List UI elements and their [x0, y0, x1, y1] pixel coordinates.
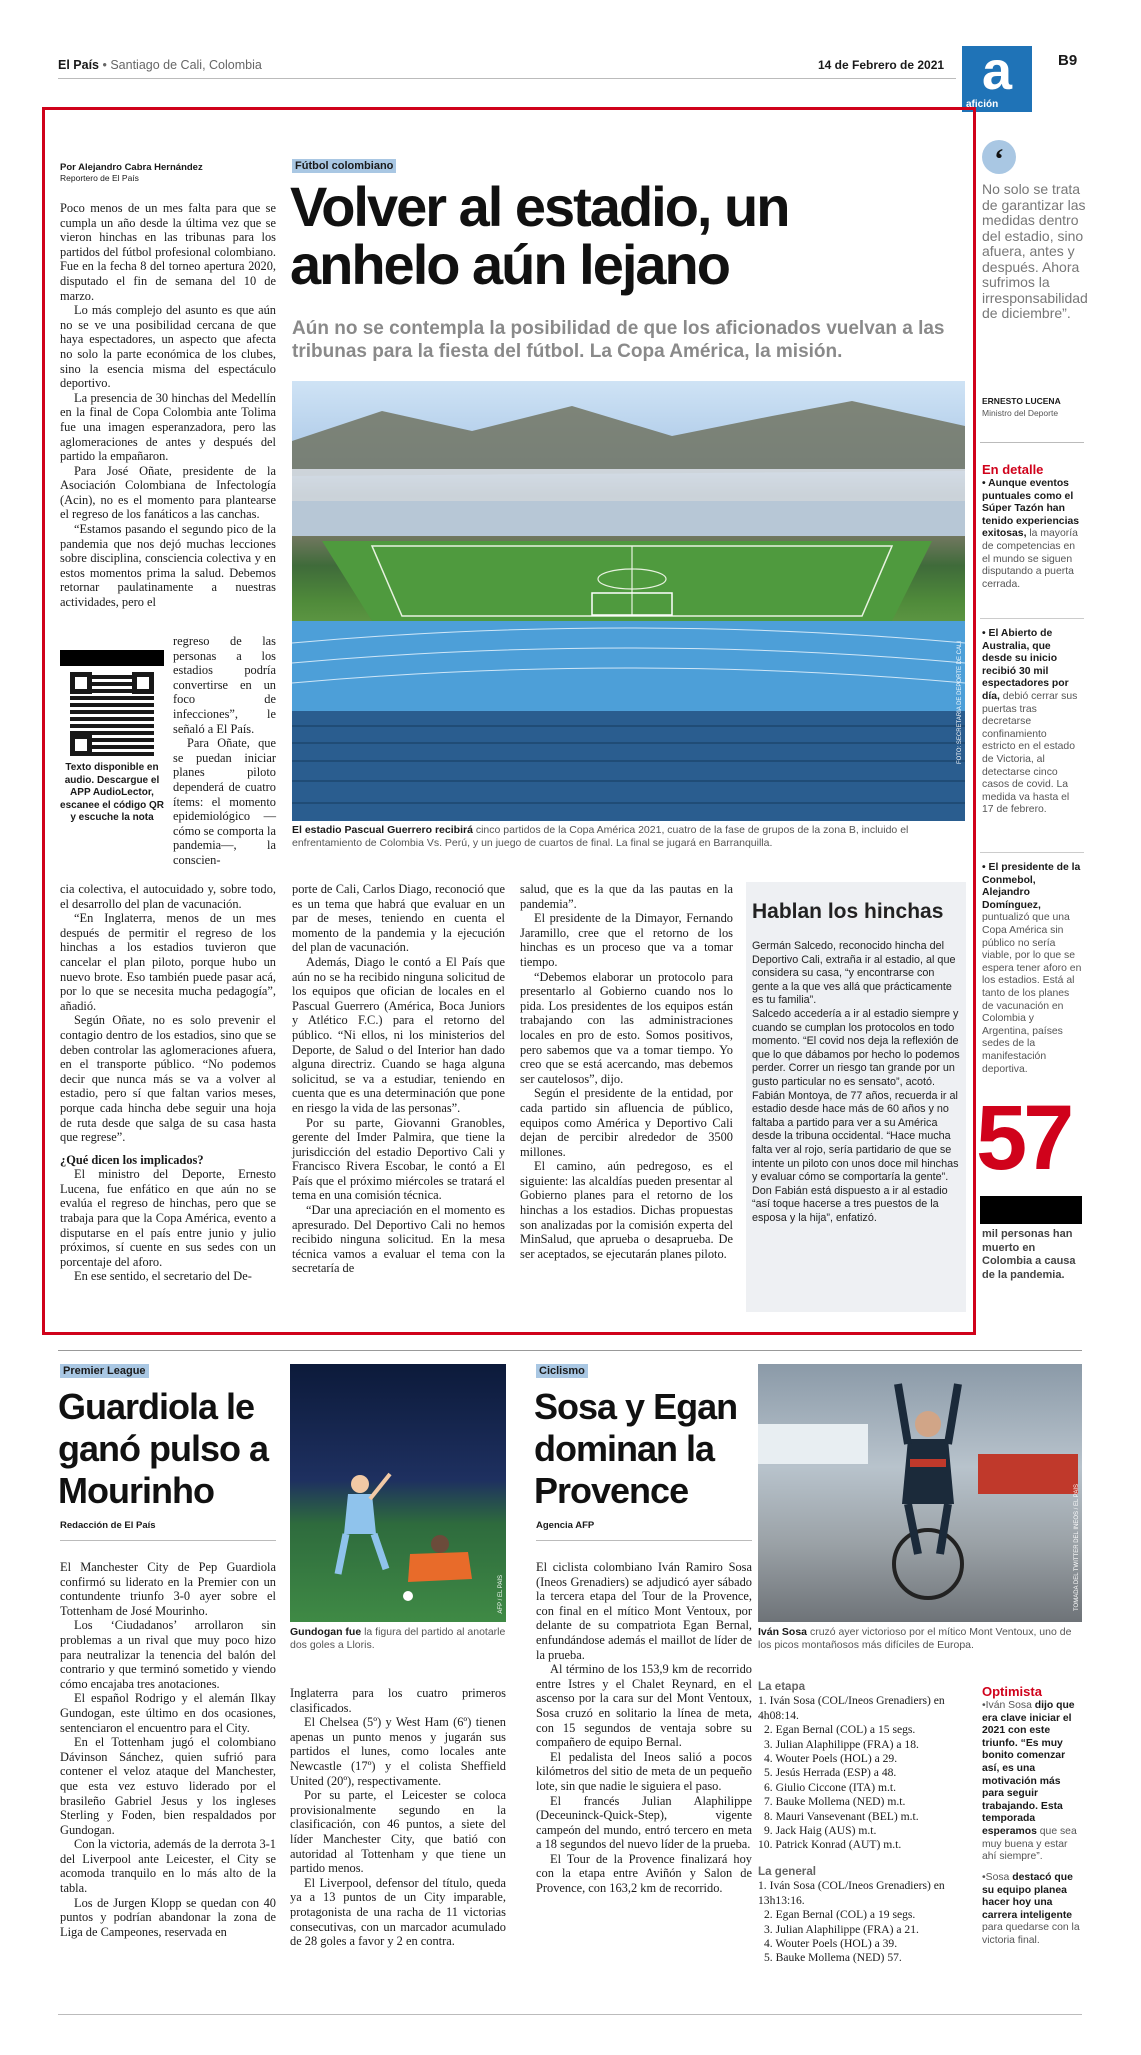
article-column-1-narrow [173, 634, 276, 868]
fans-box-title: Hablan los hinchas [752, 900, 944, 923]
paragraph: cia colectiva, el autocuidado y, sobre todo, el desarrollo del plan de vacunación. [60, 882, 276, 911]
quote-author: ERNESTO LUCENA [982, 396, 1061, 406]
stat-bar [980, 1196, 1082, 1224]
side-1-lead: •Iván Sosa [982, 1700, 1032, 1711]
stage-row: 6. Giulio Ciccone (ITA) m.t. [764, 1780, 897, 1794]
paragraph: El francés Julian Alaphilippe (Deceuninck-Quick-Step), vigente campeón del mundo, entró tercero en meta a 18 segundos del nuevo líder de la prueba. [536, 1793, 752, 1852]
paragraph: Al término de los 153,9 km de recorrido entre Istres y el Chalet Reynard, en el ascenso por la cara sur del Mont Ventoux, Sosa cruzó en solitario la línea de meta, con 15 segundos de ventaja sobre su compañero de equipo Bernal. [536, 1662, 752, 1750]
side-1: que sea muy buena y estar ahí siempre”. [982, 1825, 1077, 1863]
byline: Agencia AFP [536, 1520, 595, 1531]
quote-role: Ministro del Deporte [982, 408, 1059, 418]
paragraph: El ministro del Deporte, Ernesto Lucena, fue enfático en que aún no se evalúa el regreso de hinchas, pero que se trabaja para que la Copa América, evento a disputarse en el país entre junio y julio próximos, sí cuente en sus sedes con un porcentaje del aforo. [60, 1167, 276, 1269]
paragraph: “Dar una apreciación en el momento es apresurado. Del Deportivo Cali no hemos recibido ninguna solicitud. En la mesa técnica vamos a evaluar el tema con la secretaría de [292, 1203, 505, 1276]
stat-number: 57 [976, 1087, 1071, 1189]
stage-row: 10. Patrick Konrad (AUT) m.t. [758, 1838, 902, 1852]
stage-row: 4. Wouter Poels (HOL) a 29. [764, 1752, 898, 1766]
subheadline: Aún no se contempla la posibilidad de que los aficionados vuelvan a las tribunas para la fiesta del fútbol. La Copa América, la misión. [292, 318, 945, 362]
side-2-lead: •Sosa [982, 1872, 1010, 1883]
fans-paragraph: Don Fabián está dispuesto a ir al estadio “así toque hacerse a tres puestos de la esposa y la hija”, enfatizó. [752, 1184, 948, 1224]
detail-1-bold: • Aunque eventos puntuales como el Súper Tazón han tenido experiencias exitosas, [982, 478, 1080, 540]
section-letter: a [981, 41, 1013, 101]
detail-3-bold: • El presidente de la Conmebol, Alejandro Domínguez, [982, 862, 1081, 911]
paragraph: El ciclista colombiano Iván Ramiro Sosa (Ineos Grenadiers) se adjudicó ayer sábado la tercera etapa del Tour de la Provence, con final en el mítico Mont Ventoux, por delante de su compatriota Egan Bernal, enfundándose además el maillot de líder de la prueba. [536, 1560, 752, 1662]
headline: Volver al estadio, un anhelo aún lejano [290, 175, 789, 296]
subheading: ¿Qué dicen los implicados? [60, 1152, 204, 1167]
guardiola-column-2 [290, 1686, 506, 1949]
paragraph: Los ‘Ciudadanos’ arrollaron sin problemas a un rival que muy poco hizo para neutralizar la tenencia del balón del contrario y que terminó sometido y viendo cómo encajaba tres anotaciones. [60, 1618, 276, 1691]
paragraph: Poco menos de un mes falta para que se cumpla un año desde la última vez que se vieron hinchas en las tribunas para los partidos del fútbol profesional colombiano. Fue en la fecha 8 del torneo apertura 2020, disputado el fin de semana del 10 de marzo. [60, 201, 276, 303]
cyclist-photo [758, 1364, 1082, 1622]
stadium-photo [292, 381, 965, 821]
qr-text: Texto disponible en audio. Descargue el APP AudioLector, escanee el código QR y escuche la nota [60, 762, 164, 823]
paragraph: Además, Diago le contó a El País que aún no se ha recibido ninguna solicitud de los equipos que ofician de locales en el Pascual Guerrero (América, Boca Juniors y Atlético F.C.) para el retorno del público. “Ni ellos, ni los ministerios del Deporte, de Salud o del Interior han dado alguna directriz. Cuando se haga alguna solicitud, se va a estudiar, teniendo en cuenta que es una determinación que pone en riesgo la vida de las personas”. [292, 954, 505, 1115]
cyclist-illustration [758, 1364, 1082, 1622]
byline-role: Reportero de El País [60, 173, 139, 183]
section-tag: Premier League [60, 1364, 149, 1378]
stage-results [758, 1680, 974, 1966]
paragraph: “En Inglaterra, menos de un mes después de permitir el regreso de los hinchas a los estadios tuvieron que cancelar el plan piloto, porque hubo un nuevo brote. Eso también puede pasar acá, por lo que se necesita mucha pedagogía”, añadió. [60, 911, 276, 1013]
byline: Redacción de El País [60, 1520, 156, 1531]
paragraph: El camino, aún pedregoso, es el siguiente: las alcaldías pueden presentar al Gobierno planes para el retorno de los hinchas a los estadios. Dichas propuestas son analizadas por la comisión experta del MinSalud, que aprueba o desaprueba. De ser aceptados, se ejecutarán planes piloto. [520, 1159, 733, 1261]
issue-date: 14 de Febrero de 2021 [818, 58, 945, 72]
stadium-illustration [292, 381, 965, 821]
article-column-1 [60, 201, 276, 610]
stage-row: 9. Jack Haig (AUS) m.t. [764, 1824, 877, 1838]
stage-row: 7. Bauke Mollema (NED) m.t. [764, 1795, 906, 1809]
paragraph: “Estamos pasando el segundo pico de la pandemia que nos dejó muchas lecciones sobre disciplina, consciencia colectiva y en estos momentos prima la salud. Debemos retornar paulatinamente a nuestras actividades, pero el [60, 522, 276, 610]
paragraph: Lo más complejo del asunto es que aún no se ve una posibilidad cercana de que haya espectadores, un aspecto que afecta no solo la parte económica de los clubes, sino la esencia misma del espectáculo deportivo. [60, 303, 276, 391]
photo-caption: la figura del partido al anotarle dos goles a Lloris. [290, 1626, 506, 1651]
sosa-column-1 [536, 1560, 752, 1896]
paragraph: La presencia de 30 hinchas del Medellín en la final de Copa Colombia ante Tolima fue una imagen esperanzadora, pero las aglomeraciones de antes y después del partido la empañaron. [60, 390, 276, 464]
article-column-2 [292, 882, 505, 1276]
paragraph: Según el presidente de la entidad, por cada partido sin afluencia de público, equipos como América y Deportivo Cali dejan de percibir alrededor de 3500 millones. [520, 1086, 733, 1159]
detail-1: la mayoría de competencias en el mundo se siguen disputando a puerta cerrada. [982, 528, 1078, 590]
detail-3: puntualizó que una Copa América sin público no sería viable, por lo que se espera tener aforo en los estadios. Está al tanto de los planes de vacunación en Colombia y Argentina, países sedes de la manifestación deportiva. [982, 912, 1082, 1075]
photo-caption: cruzó ayer victorioso por el mítico Mont Ventoux, uno de los picos montañosos más difíciles de Europa. [758, 1626, 1072, 1651]
stage-row: 8. Mauri Vansevenant (BEL) m.t. [764, 1809, 919, 1823]
paragraph: El Chelsea (5º) y West Ham (6º) tienen apenas un punto menos y jugarán sus partidos el lunes, como locales ante Newcastle (17º) y el colista Sheffield United (20º), respectivamente. [290, 1715, 506, 1788]
photo-caption-bold: Gundogan fue [290, 1626, 362, 1638]
general-title: La general [758, 1864, 816, 1878]
stage-row: 5. Jesús Herrada (ESP) a 48. [764, 1766, 897, 1780]
paragraph: El Liverpool, defensor del título, queda ya a 13 puntos de un City imparable, protagonista de una racha de 11 victorias consecutivas, con un marcador acumulado de 28 goles a favor y 2 en contra. [290, 1875, 506, 1949]
paragraph: regreso de las personas a los estadios podría convertirse en un foco de infecciones”, le señaló a El País. [173, 634, 276, 736]
byline: Por Alejandro Cabra Hernández [60, 162, 203, 173]
fans-box [746, 882, 966, 1312]
general-row: 1. Iván Sosa (COL/Ineos Grenadiers) en 13h13:16. [758, 1879, 945, 1907]
paragraph: El presidente de la Dimayor, Fernando Jaramillo, cree que el retorno de los hinchas es un proceso que va a tomar tiempo. [520, 911, 733, 969]
stage-row: 2. Egan Bernal (COL) a 15 segs. [764, 1723, 916, 1737]
guardiola-column-1 [60, 1560, 276, 1939]
photo-caption: cinco partidos de la Copa América 2021, cuatro de la fase de grupos de la zona B, incluido el enfrentamiento de Colombia Vs. Perú, y un juego de cuartos de final. La final se jugará en Barranquilla. [292, 824, 909, 849]
stat-text: mil personas han muerto en Colombia a causa de la pandemia. [982, 1228, 1076, 1281]
article-column-1-bottom [60, 882, 276, 1284]
side-2: para quedarse con la victoria final. [982, 1922, 1080, 1946]
paragraph: Según Oñate, no es solo prevenir el contagio dentro de los estadios, sino que se deben controlar las aglomeraciones afuera, en el transporte público. “No podemos decir que nunca más se va a volver al estadio, pero sí que faltan varios meses, porque cada hincha debe seguir una hoja de ruta desde que salga de su casa hasta que regrese”. [60, 1013, 276, 1145]
paragraph: Por su parte, Giovanni Granobles, gerente del Imder Palmira, que tiene la jurisdicción del estadio Deportivo Cali y Francisco Rivera Escobar, le contó a El País que el próximo miércoles se tratará el tema en una comisión técnica. [292, 1115, 505, 1203]
photo-caption-bold: Iván Sosa [758, 1626, 808, 1638]
section-tag: Ciclismo [536, 1364, 588, 1378]
qr-code[interactable] [70, 672, 154, 756]
paragraph: En el Tottenham jugó el colombiano Dávinson Sánchez, quien sufrió para contener el veloz ataque del Manchester, que esta vez estuvo liderado por el brasileño Gabriel Jesus y los ingleses Sterling y Foden, bien respaldados por Gundogan. [60, 1735, 276, 1837]
football-photo [290, 1364, 506, 1622]
paragraph: El español Rodrigo y el alemán Ilkay Gundogan, este último en dos ocasiones, sentenciaron el encuentro para el City. [60, 1691, 276, 1735]
photo-credit: TOMADA DEL TWITTER DEL INEOS / EL PAÍS [1074, 1484, 1080, 1612]
stage-row: 1. Iván Sosa (COL/Ineos Grenadiers) en 4h08:14. [758, 1694, 945, 1722]
paragraph: El Tour de la Provence finalizará hoy con la etapa entre Aviñón y Salon de Provence, con 163,2 km de recorrido. [536, 1851, 752, 1896]
qr-block [60, 650, 164, 825]
side-1-bold: dijo que era clave iniciar el 2021 con este triunfo. “Es muy bonito comenzar así, es una motivación más para seguir trabajando. Esta temporada esperamos [982, 1700, 1075, 1837]
detail-2: debió cerrar sus puertas tras decretarse confinamiento estricto en el estado de Victoria, al detectarse cinco casos de covid. La medida va hasta el 17 de febrero. [982, 690, 1078, 816]
football-illustration [290, 1364, 506, 1622]
fans-paragraph: Salcedo accedería a ir al estadio siempre y cuando se cumplan los protocolos en todo momento. “El covid nos deja la reflexión de que lo que dábamos por hecho lo podemos perder. Correr un riesgo tan grande por un gusto particular no es sensato”, acotó. [752, 1007, 960, 1088]
paragraph: En ese sentido, el secretario del De- [74, 1269, 252, 1284]
stage-title: La etapa [758, 1680, 806, 1693]
general-row: 4. Wouter Poels (HOL) a 39. [764, 1936, 898, 1950]
paragraph: porte de Cali, Carlos Diago, reconoció que es un tema que habrá que evaluar en un par de meses, teniendo en cuenta el momento de la pandemia y la ejecución del plan de vacunación. [292, 882, 505, 955]
headline: Guardiola le ganó pulso a Mourinho [58, 1386, 269, 1511]
paragraph: Inglaterra para los cuatro primeros clasificados. [290, 1686, 506, 1715]
paragraph: Para José Oñate, presidente de la Asociación Colombiana de Infectología (Acin), no es el momento para plantearse el regreso de los fanáticos a las canchas. [60, 463, 276, 522]
detail-2-bold: • El Abierto de Australia, que desde su inicio recibió 30 mil espectadores por día, [982, 628, 1069, 702]
paragraph: Con la victoria, además de la derrota 3-1 del Liverpool ante Leicester, el City se acomoda tranquilo en lo más alto de la tabla. [60, 1837, 276, 1896]
detail-title: En detalle [982, 462, 1044, 477]
section-name: afición [966, 99, 999, 110]
photo-credit: AFP / EL PAÍS [498, 1575, 504, 1614]
paper-city: Santiago de Cali, Colombia [110, 58, 262, 72]
paragraph: salud, que es la que da las pautas en la pandemia”. [520, 882, 733, 911]
section-tag: Fútbol colombiano [292, 159, 396, 173]
paragraph: El pedalista del Ineos salió a pocos kilómetros del sitio de meta de un pequeño lote, sin que nadie le siguiera el paso. [536, 1749, 752, 1793]
general-row: 5. Bauke Mollema (NED) 57. [764, 1951, 902, 1965]
section-logo [962, 41, 1032, 112]
article-column-3 [520, 882, 733, 1261]
paper-name: El País [58, 58, 99, 72]
photo-caption-bold: El estadio Pascual Guerrero recibirá [292, 824, 473, 836]
qr-black-bar [60, 650, 164, 666]
fans-paragraph: Germán Salcedo, reconocido hincha del Deportivo Cali, extraña ir al estadio, al que considera su casa, “y encontrarse con gente a la que ves allá que prácticamente es tu familia”. [752, 940, 956, 1007]
stage-row: 3. Julian Alaphilippe (FRA) a 18. [764, 1737, 919, 1751]
sidebar-quote: No solo se trata de garantizar las medidas dentro del estadio, sino afuera, antes y después. Ahora sufrimos la irresponsabilidad de diciembre”. [982, 181, 1088, 321]
side-title: Optimista [982, 1684, 1042, 1699]
quote-icon: ‘ [982, 140, 1016, 174]
general-row: 3. Julian Alaphilippe (FRA) a 21. [764, 1922, 919, 1936]
paragraph: “Debemos elaborar un protocolo para presentarlo al Gobierno cuando nos lo pida. Los presidentes de los equipos están trabajando con las administraciones locales en pro de esto. Somos positivos, pero sabemos que va a tomar tiempo. Yo creo que se está acercando, mas debemos ser cautelosos”, dijo. [520, 969, 733, 1086]
side-2-bold: destacó que su equipo planea hacer hoy una carrera inteligente [982, 1872, 1073, 1921]
paragraph: Los de Jurgen Klopp se quedan con 40 puntos y podrían abandonar la zona de Liga de Campeones, reservada en [60, 1895, 276, 1939]
headline: Sosa y Egan dominan la Provence [534, 1386, 738, 1511]
photo-credit: FOTO: SECRETARÍA DE DEPORTE DE CALI [957, 641, 963, 765]
general-row: 2. Egan Bernal (COL) a 19 segs. [764, 1908, 916, 1922]
fans-paragraph: Fabián Montoya, de 77 años, recuerda ir al estadio desde hace más de 60 años y no faltaba a partido para ver a su América desde la tribuna occidental. “Hace mucha falta ver al rojo, sería partidario de que se intente un piloto con unos doce mil hinchas y evaluar cómo se comportaría la gente”. [752, 1089, 959, 1184]
paragraph: Para Oñate, que se puedan iniciar planes piloto dependerá de cuatro ítems: el momento epidemiológico —cómo se comporta la pandemia—, la conscien- [173, 736, 276, 867]
paragraph: Por su parte, el Leicester se coloca provisionalmente segundo en la clasificación, con 46 puntos, a siete del líder Manchester City, que batió con autoridad al Tottenham y que tiene un partido menos. [290, 1788, 506, 1876]
paragraph: El Manchester City de Pep Guardiola confirmó su liderato en la Premier con un contundente triunfo 3-0 ayer sobre el Tottenham de José Mourinho. [60, 1560, 276, 1618]
page-number: B9 [1058, 52, 1078, 69]
